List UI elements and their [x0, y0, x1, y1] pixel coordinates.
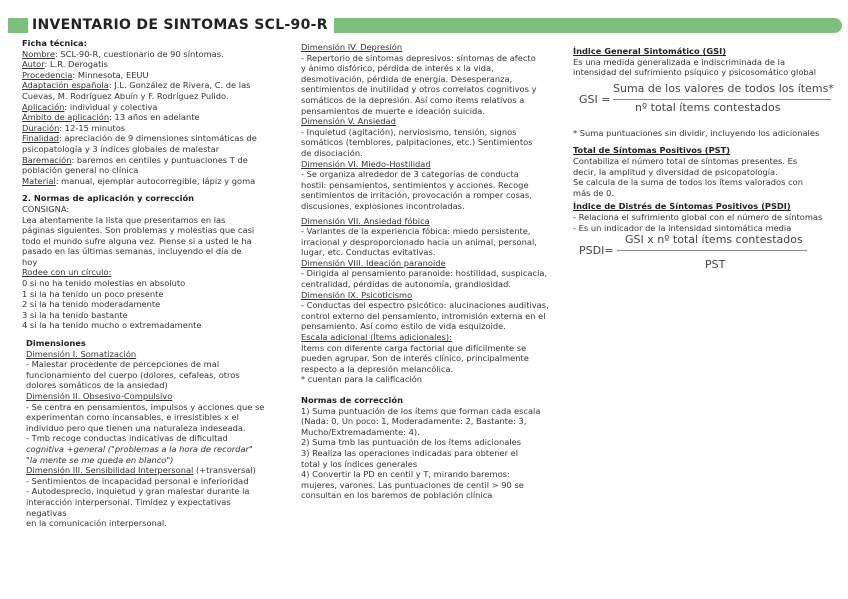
dimension-3-line: - Autodesprecio, inquietud y gran malestar durante la: [26, 486, 250, 497]
dimension-6-line: hostil: pensamientos, sentimientos y acciones. Recoge: [301, 179, 529, 190]
ficha-autor: Autor: L.R. Derogatis: [22, 59, 108, 70]
dimension-2-line: experimentan como incansables, e irresistibles x el: [26, 412, 239, 423]
dimension-7-line: - Variantes de la experiencia fóbica: miedo persistente,: [301, 226, 531, 237]
option-item: 2 si la ha tenido moderadamente: [22, 299, 161, 310]
ficha-adaptacion: Adaptación española: J.L. González de Rivera, C. de las: [22, 80, 251, 91]
dimension-6-line: - Se organiza alrededor de 3 categorías de conducta: [301, 169, 519, 180]
psdi-line: - Es un indicador de la intensidad sintomática media: [573, 222, 792, 233]
pst-line: decir, la amplitud y diversidad de psicopatología.: [573, 166, 778, 177]
dimension-4-line: desmotivación, pérdida de energía. Desesperanza,: [301, 73, 513, 84]
ficha-baremacion-cont: población general no clínica: [22, 165, 139, 176]
dimension-8-line: centralidad, pérdidas de autonomía, grandiosidad.: [301, 279, 512, 290]
gsi-numerator: Suma de los valores de todos los ítems*: [613, 81, 834, 95]
normas-correccion-heading: Normas de corrección: [301, 395, 403, 405]
dimension-3-line: - Sentimientos de incapacidad personal e inferioridad: [26, 475, 249, 486]
correccion-line: 4) Convertir la PD en centil y T, mirando baremos:: [301, 469, 510, 480]
dimension-4-line: - Repertorio de síntomas depresivos: síntomas de afecto: [301, 52, 536, 63]
dimension-4-line: pensamientos de muerte e ideación suicida.: [301, 105, 486, 116]
correccion-line: 3) Realiza las operaciones indicadas para obtener el: [301, 447, 519, 458]
escala-adicional-title: Escala adicional (Ítems adicionales):: [301, 332, 452, 343]
dimension-2-title: Dimensión II. Obsesivo-Compulsivo: [26, 391, 173, 401]
gsi-note: * Suma puntuaciones sin dividir, incluyendo los adicionales: [573, 127, 820, 138]
dimension-4-title: Dimensión IV. Depresión: [301, 42, 403, 52]
dimension-2-line: - Tmb recoge conductas indicativas de dificultad: [26, 433, 228, 444]
pst-line: Se calcula de la suma de todos los ítems valorados con: [573, 177, 803, 188]
psdi-numerator: GSI x nº total ítems contestados: [625, 233, 803, 247]
column-left: [22, 38, 267, 529]
pst-title: Total de Síntomas Positivos (PST): [573, 145, 731, 156]
dimension-4-line: sentimientos de inutilidad y otros correlatos cognitivos y: [301, 84, 537, 95]
dimension-5-line: de disociación.: [301, 147, 363, 158]
gsi-line: Es una medida generalizada e indiscriminada de la: [573, 56, 786, 67]
dimension-5-title: Dimensión V. Ansiedad: [301, 116, 396, 127]
dimension-1-line: - Malestar procedente de percepciones de mal: [26, 359, 220, 370]
ficha-ambito: Ámbito de aplicación: 13 años en adelante: [22, 112, 200, 123]
gsi-denominator: nº total ítems contestados: [635, 100, 781, 114]
ficha-duracion: Duración: 12-15 minutos: [22, 122, 126, 133]
column-middle: [301, 42, 563, 501]
page-title: INVENTARIO DE SINTOMAS SCL-90-R: [28, 15, 334, 35]
dimension-1-title: Dimensión I. Somatización: [26, 348, 137, 359]
dimensiones-heading: Dimensiones: [26, 338, 86, 349]
correccion-line: consultan en los baremos de población clínica: [301, 490, 493, 501]
dimension-4-line: somáticos de la depresión. Así como ítems relativos a: [301, 94, 525, 105]
gsi-formula: [573, 81, 838, 124]
consigna-label: CONSIGNA:: [22, 203, 70, 214]
ficha-finalidad: Finalidad: apreciación de 9 dimensiones sintomáticas de: [22, 133, 257, 144]
pst-line: más de 0.: [573, 187, 615, 198]
dimension-7-line: lugar, etc. Conductas evitativas.: [301, 247, 436, 258]
consigna-line: todo el mundo sufre alguna vez. Piense si a usted le ha: [22, 235, 252, 246]
dimension-1-line: dolores somáticos de la ansiedad): [26, 380, 168, 391]
option-item: 3 si la ha tenido bastante: [22, 309, 128, 320]
option-item: 0 si no ha tenido molestias en absoluto: [22, 278, 186, 289]
consigna-line: Lea atentamente la lista que presentamos en las: [22, 214, 226, 225]
dimension-2-line: "la mente se me queda en blanco"): [26, 454, 174, 465]
column-right: [573, 46, 838, 279]
dimension-9-line: control externo del pensamiento, intromisión externa en el: [301, 310, 546, 321]
correccion-line: 2) Suma tmb las puntuación de los ítems adicionales: [301, 437, 522, 448]
ficha-baremacion: Baremación: baremos en centiles y puntuaciones T de: [22, 154, 248, 165]
dimension-3-line: en la comunicación interpersonal.: [26, 518, 167, 529]
psdi-line: - Relaciona el sufrimiento global con el número de síntomas: [573, 211, 823, 222]
dimension-9-title: Dimensión IX. Psicoticismo: [301, 289, 413, 300]
escala-adicional-line: Ítems con diferente carga factorial que difícilmente se: [301, 342, 527, 353]
dimension-8-line: - Dirigida al pensamiento paranoide: hostilidad, suspicacia,: [301, 268, 548, 279]
dimension-3-title-row: Dimensión III. Sensibilidad Interpersonal (+transversal): [26, 465, 256, 476]
dimension-4-line: y ánimo disfórico, pérdida de interés x la vida,: [301, 63, 494, 74]
pst-line: Contabiliza el número total de síntomas presentes. Es: [573, 155, 798, 166]
normas-aplicacion-heading: 2. Normas de aplicación y corrección: [22, 193, 195, 204]
consigna-line: páginas siguientes. Son problemas y molestias que casi: [22, 225, 255, 236]
psdi-title: Índice de Distrés de Síntomas Positivos (PSDI): [573, 201, 791, 212]
psdi-fraction-line: [617, 250, 807, 251]
dimension-1-line: funcionamiento del cuerpo (dolores, cefaleas, otros: [26, 369, 240, 380]
gsi-formula-label: GSI =: [579, 92, 611, 106]
dimension-5-line: - Inquietud (agitación), nerviosismo, tensión, signos: [301, 126, 517, 137]
dimension-6-line: discusiones, explosiones incontroladas.: [301, 200, 465, 211]
psdi-denominator: PST: [705, 258, 726, 272]
ficha-heading: Ficha técnica:: [22, 38, 87, 48]
psdi-formula-label: PSDI=: [579, 244, 614, 258]
dimension-3-line: interacción interpersonal. Timidez y expectativas negativas: [26, 496, 231, 518]
escala-adicional-line: * cuentan para la calificación: [301, 374, 423, 385]
dimension-8-title: Dimensión VIII. Ideación paranoide: [301, 257, 446, 268]
gsi-fraction-line: [613, 99, 831, 100]
dimension-9-line: - Conductas del espectro psicótico: alucinaciones auditivas,: [301, 300, 549, 311]
correccion-line: (Nada: 0, Un poco: 1, Moderadamente: 2, Bastante: 3,: [301, 416, 527, 427]
dimension-2-line: cognitiva +general ("problemas a la hora de recordar": [26, 443, 253, 454]
rodee-label: Rodee con un círculo:: [22, 267, 112, 278]
dimension-7-title: Dimensión VII. Ansiedad fóbica: [301, 215, 430, 226]
correccion-line: 1) Suma puntuación de los ítems que forman cada escala: [301, 405, 541, 416]
escala-adicional-line: respecto a la depresión melancólica.: [301, 363, 454, 374]
dimension-2-line: individuo pero que tienen una naturaleza indeseada.: [26, 422, 246, 433]
dimension-6-title: Dimensión VI. Miedo-Hostilidad: [301, 158, 431, 169]
correccion-line: mujeres, varones. Las puntuaciones de centil > 90 se: [301, 479, 524, 490]
dimension-7-line: irracional y desproporcionado hacia un animal, personal,: [301, 236, 537, 247]
option-item: 4 si la ha tenido mucho o extremadamente: [22, 320, 202, 331]
ficha-nombre: Nombre: SCL-90-R, cuestionario de 90 síntomas.: [22, 48, 224, 59]
correccion-line: total y los índices generales: [301, 458, 418, 469]
escala-adicional-line: pueden agrupar. Son de interés clínico, principalmente: [301, 353, 529, 364]
ficha-aplicacion: Aplicación: individual y colectiva: [22, 101, 158, 112]
gsi-line: intensidad del sufrimiento psíquico y psicosomático global: [573, 67, 817, 78]
consigna-line: pasado en las últimas semanas, incluyendo el día de: [22, 246, 242, 257]
ficha-adaptacion-cont: Cuevas, M. Rodríguez Abuín y F. Rodríguez Pulido.: [22, 90, 229, 101]
correccion-line: Mucho/Extremadamente: 4).: [301, 426, 420, 437]
dimension-2-line: - Se centra en pensamientos, impulsos y acciones que se: [26, 401, 265, 412]
ficha-procedencia: Procedencia: Minnesota, EEUU: [22, 69, 149, 80]
consigna-line: hoy: [22, 256, 38, 267]
ficha-material: Material: manual, ejemplar autocorregible, lápiz y goma: [22, 175, 256, 186]
ficha-finalidad-cont: psicopatología y 3 índices globales de malestar: [22, 143, 220, 154]
option-item: 1 si la ha tenido un poco presente: [22, 288, 164, 299]
psdi-formula: [573, 235, 838, 275]
dimension-6-line: sentimientos de irritación, provocación a romper cosas,: [301, 190, 532, 201]
dimension-5-line: somáticos (temblores, palpitaciones, etc.) Sentimientos: [301, 137, 533, 148]
dimension-9-line: pensamiento. Así como estilo de vida esquizoide.: [301, 321, 506, 332]
gsi-title: Índice General Sintomático (GSI): [573, 46, 727, 56]
